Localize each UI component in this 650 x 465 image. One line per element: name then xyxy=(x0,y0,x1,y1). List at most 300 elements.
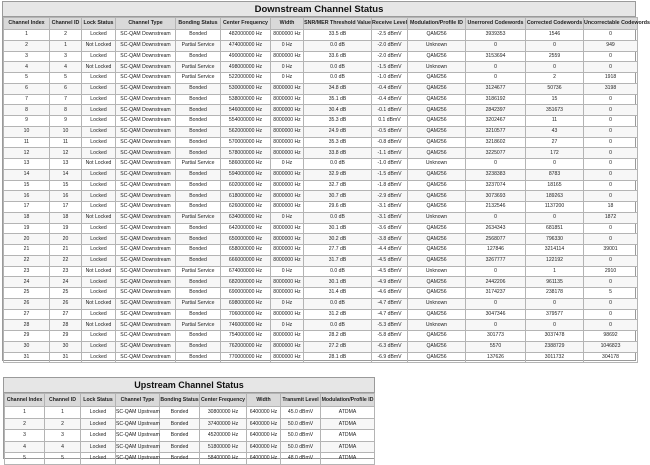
table-cell: 5 xyxy=(4,73,50,84)
table-cell: 634000000 Hz xyxy=(221,212,271,223)
table-cell: 58400000 Hz xyxy=(200,453,247,465)
table-cell: -4.6 dBmV xyxy=(372,288,408,299)
table-cell: 2442206 xyxy=(466,277,526,288)
table-cell: 172 xyxy=(526,148,584,159)
table-cell: SC-QAM Downstream xyxy=(116,94,176,105)
table-cell: -3.1 dBmV xyxy=(372,202,408,213)
table-cell: SC-QAM Downstream xyxy=(116,320,176,331)
table-cell: Bonded xyxy=(176,116,221,127)
table-cell: 21 xyxy=(50,245,82,256)
table-cell: 5 xyxy=(50,73,82,84)
table-cell: 30.1 dB xyxy=(304,223,372,234)
table-cell: -5.8 dBmV xyxy=(372,331,408,342)
table-cell: 0 xyxy=(466,62,526,73)
table-cell: Unknown xyxy=(408,62,466,73)
table-cell: Bonded xyxy=(160,430,200,442)
table-cell: Partial Service xyxy=(176,212,221,223)
table-cell: SC-QAM Downstream xyxy=(116,223,176,234)
table-cell: 35.3 dB xyxy=(304,116,372,127)
table-cell: SC-QAM Downstream xyxy=(116,202,176,213)
upstream-column-header: Transmit Level xyxy=(281,394,321,407)
table-row xyxy=(4,277,638,288)
table-cell: Locked xyxy=(82,116,116,127)
table-cell: 14 xyxy=(4,169,50,180)
table-cell: Unknown xyxy=(408,298,466,309)
table-cell: 3037478 xyxy=(526,331,584,342)
table-cell: Locked xyxy=(82,255,116,266)
table-cell: 379577 xyxy=(526,309,584,320)
table-cell: 3 xyxy=(45,430,81,442)
table-row xyxy=(5,430,375,442)
table-cell: 25 xyxy=(4,288,50,299)
table-cell: 1872 xyxy=(584,212,638,223)
table-cell: Locked xyxy=(81,407,116,419)
table-cell: 674000000 Hz xyxy=(221,266,271,277)
table-cell: -2.0 dBmV xyxy=(372,40,408,51)
table-cell: Locked xyxy=(82,180,116,191)
table-cell: 8000000 Hz xyxy=(271,169,304,180)
table-cell: SC-QAM Downstream xyxy=(116,159,176,170)
table-cell: 1 xyxy=(5,407,45,419)
upstream-column-header: Center Frequency xyxy=(200,394,247,407)
table-cell: Bonded xyxy=(176,234,221,245)
table-cell: -1.0 dBmV xyxy=(372,159,408,170)
table-cell: 570000000 Hz xyxy=(221,137,271,148)
table-cell: 0 xyxy=(526,298,584,309)
table-cell: 28.2 dB xyxy=(304,331,372,342)
table-cell: SC-QAM Downstream xyxy=(116,298,176,309)
table-cell: 0 xyxy=(584,105,638,116)
table-row xyxy=(4,126,638,137)
table-cell: 586000000 Hz xyxy=(221,159,271,170)
table-cell: 0 xyxy=(584,30,638,41)
table-cell: -1.0 dBmV xyxy=(372,73,408,84)
downstream-column-header: Modulation/Profile ID xyxy=(408,18,466,30)
table-cell: SC-QAM Downstream xyxy=(116,331,176,342)
table-row xyxy=(4,341,638,352)
table-cell: 2 xyxy=(5,418,45,430)
downstream-column-header: Channel ID xyxy=(50,18,82,30)
table-cell: 30.7 dB xyxy=(304,191,372,202)
table-cell: SC-QAM Downstream xyxy=(116,30,176,41)
table-cell: Not Locked xyxy=(82,320,116,331)
table-cell: 0 Hz xyxy=(271,73,304,84)
downstream-header-row xyxy=(4,18,638,30)
table-cell: 0.0 dB xyxy=(304,320,372,331)
table-cell: SC-QAM Downstream xyxy=(116,266,176,277)
table-cell: 189263 xyxy=(526,191,584,202)
table-cell: 30 xyxy=(50,341,82,352)
table-cell: 0.0 dB xyxy=(304,212,372,223)
table-cell: QAM256 xyxy=(408,255,466,266)
table-cell: 0 xyxy=(466,266,526,277)
table-cell: 35.1 dB xyxy=(304,94,372,105)
table-cell: 698000000 Hz xyxy=(221,298,271,309)
table-cell: Bonded xyxy=(176,309,221,320)
table-cell: -4.7 dBmV xyxy=(372,309,408,320)
table-cell: 690000000 Hz xyxy=(221,288,271,299)
table-cell: 1046823 xyxy=(584,341,638,352)
table-cell: 8000000 Hz xyxy=(271,148,304,159)
table-cell: 29.6 dB xyxy=(304,202,372,213)
upstream-column-header: Channel Index xyxy=(5,394,45,407)
table-cell: 127846 xyxy=(466,245,526,256)
table-cell: -0.4 dBmV xyxy=(372,94,408,105)
table-cell: 11 xyxy=(50,137,82,148)
table-cell: 11 xyxy=(4,137,50,148)
upstream-table-body xyxy=(5,407,375,465)
table-cell: 2559 xyxy=(526,51,584,62)
table-row xyxy=(4,148,638,159)
downstream-column-header: Channel Index xyxy=(4,18,50,30)
table-cell: Bonded xyxy=(176,288,221,299)
table-cell: 0 xyxy=(584,234,638,245)
table-cell: SC-QAM Downstream xyxy=(116,105,176,116)
table-cell: QAM256 xyxy=(408,105,466,116)
table-row xyxy=(4,298,638,309)
table-row xyxy=(4,212,638,223)
table-cell: Bonded xyxy=(176,105,221,116)
table-cell: 2842397 xyxy=(466,105,526,116)
table-cell: 27.2 dB xyxy=(304,341,372,352)
table-cell: QAM256 xyxy=(408,191,466,202)
table-cell: 0 xyxy=(584,191,638,202)
table-cell: Not Locked xyxy=(82,40,116,51)
table-cell: Bonded xyxy=(160,407,200,419)
table-cell: 12 xyxy=(50,148,82,159)
table-cell: 522000000 Hz xyxy=(221,73,271,84)
table-cell: 474000000 Hz xyxy=(221,40,271,51)
table-cell: Unknown xyxy=(408,212,466,223)
table-cell: 0 Hz xyxy=(271,320,304,331)
upstream-column-header: Modulation/Profile ID xyxy=(321,394,375,407)
table-cell: 8000000 Hz xyxy=(271,331,304,342)
table-cell: -6.9 dBmV xyxy=(372,352,408,363)
table-cell: -4.9 dBmV xyxy=(372,277,408,288)
table-cell: 0 Hz xyxy=(271,266,304,277)
table-cell: Partial Service xyxy=(176,73,221,84)
table-cell: Locked xyxy=(82,105,116,116)
table-cell: 538000000 Hz xyxy=(221,94,271,105)
downstream-column-header: Receive Level xyxy=(372,18,408,30)
table-cell: Locked xyxy=(82,30,116,41)
downstream-channel-panel xyxy=(2,1,650,361)
table-cell: Bonded xyxy=(176,341,221,352)
table-cell: 8783 xyxy=(526,169,584,180)
table-cell: 8000000 Hz xyxy=(271,126,304,137)
table-cell: 8000000 Hz xyxy=(271,30,304,41)
table-cell: 490000000 Hz xyxy=(221,51,271,62)
table-cell: Bonded xyxy=(176,277,221,288)
table-cell: Bonded xyxy=(176,126,221,137)
table-cell: 3214114 xyxy=(526,245,584,256)
table-cell: 0 xyxy=(584,223,638,234)
table-cell: 30800000 Hz xyxy=(200,407,247,419)
table-cell: SC-QAM Downstream xyxy=(116,116,176,127)
downstream-column-header: Corrected Codewords xyxy=(526,18,584,30)
table-cell: 666000000 Hz xyxy=(221,255,271,266)
table-cell: SC-QAM Downstream xyxy=(116,234,176,245)
table-cell: 0 xyxy=(526,320,584,331)
table-row xyxy=(4,169,638,180)
table-cell: 24.9 dB xyxy=(304,126,372,137)
upstream-column-header: Bonding Status xyxy=(160,394,200,407)
table-cell: 39001 xyxy=(584,245,638,256)
table-cell: -0.4 dBmV xyxy=(372,83,408,94)
table-cell: ATDMA xyxy=(321,407,375,419)
table-cell: QAM256 xyxy=(408,309,466,320)
table-cell: 6400000 Hz xyxy=(247,441,281,453)
table-cell: QAM256 xyxy=(408,288,466,299)
table-cell: Locked xyxy=(81,430,116,442)
table-cell: Bonded xyxy=(176,148,221,159)
table-row xyxy=(4,245,638,256)
table-cell: QAM256 xyxy=(408,83,466,94)
table-cell: SC-QAM Downstream xyxy=(116,62,176,73)
table-cell: 22 xyxy=(50,255,82,266)
table-cell: Unknown xyxy=(408,159,466,170)
table-cell: 1137200 xyxy=(526,202,584,213)
table-cell: 14 xyxy=(50,169,82,180)
table-cell: 23 xyxy=(4,266,50,277)
table-cell: Locked xyxy=(82,169,116,180)
table-cell: 0 xyxy=(526,159,584,170)
table-cell: QAM256 xyxy=(408,331,466,342)
table-cell: 682000000 Hz xyxy=(221,277,271,288)
table-cell: 28 xyxy=(4,320,50,331)
table-cell: 0 xyxy=(584,169,638,180)
table-cell: 0 xyxy=(584,51,638,62)
table-cell: 3 xyxy=(50,51,82,62)
table-cell: 658000000 Hz xyxy=(221,245,271,256)
table-row xyxy=(4,255,638,266)
table-cell: 0 xyxy=(466,73,526,84)
table-cell: 0 xyxy=(584,148,638,159)
table-cell: 304178 xyxy=(584,352,638,363)
table-cell: SC-QAM Downstream xyxy=(116,148,176,159)
table-cell: 6 xyxy=(50,83,82,94)
table-cell: 0 xyxy=(466,320,526,331)
table-cell: 51800000 Hz xyxy=(200,441,247,453)
upstream-table xyxy=(4,393,375,465)
upstream-column-header: Width xyxy=(247,394,281,407)
table-cell: 37400000 Hz xyxy=(200,418,247,430)
table-cell: 2 xyxy=(45,418,81,430)
table-cell: Locked xyxy=(82,148,116,159)
table-cell: 20 xyxy=(4,234,50,245)
table-cell: 949 xyxy=(584,40,638,51)
table-cell: 8000000 Hz xyxy=(271,137,304,148)
table-cell: -2.9 dBmV xyxy=(372,191,408,202)
table-cell: QAM256 xyxy=(408,73,466,84)
table-cell: 43 xyxy=(526,126,584,137)
table-cell: 15 xyxy=(50,180,82,191)
table-cell: 3174237 xyxy=(466,288,526,299)
table-cell: SC-QAM Downstream xyxy=(116,288,176,299)
table-cell: ATDMA xyxy=(321,418,375,430)
table-cell: 0 xyxy=(584,94,638,105)
table-cell: 4 xyxy=(5,441,45,453)
table-cell: 796330 xyxy=(526,234,584,245)
table-cell: 0 xyxy=(584,298,638,309)
table-cell: 6400000 Hz xyxy=(247,418,281,430)
table-cell: 29 xyxy=(4,331,50,342)
table-cell: -3.1 dBmV xyxy=(372,212,408,223)
table-row xyxy=(4,234,638,245)
table-cell: 0 Hz xyxy=(271,40,304,51)
table-row xyxy=(4,309,638,320)
table-cell: 32.9 dB xyxy=(304,169,372,180)
table-cell: 7 xyxy=(4,94,50,105)
table-cell: -2.0 dBmV xyxy=(372,51,408,62)
table-cell: SC-QAM Upstream xyxy=(116,418,160,430)
table-cell: 31.7 dB xyxy=(304,255,372,266)
table-cell: Partial Service xyxy=(176,298,221,309)
table-cell: 3011732 xyxy=(526,352,584,363)
table-cell: 0 Hz xyxy=(271,62,304,73)
table-cell: 706000000 Hz xyxy=(221,309,271,320)
table-cell: 24 xyxy=(50,277,82,288)
table-cell: 6 xyxy=(4,83,50,94)
table-cell: 2 xyxy=(50,30,82,41)
table-cell: 137626 xyxy=(466,352,526,363)
table-cell: Locked xyxy=(82,94,116,105)
table-cell: 0.0 dB xyxy=(304,298,372,309)
table-cell: 8000000 Hz xyxy=(271,191,304,202)
table-cell: 29 xyxy=(50,331,82,342)
table-cell: SC-QAM Downstream xyxy=(116,352,176,363)
table-cell: 19 xyxy=(4,223,50,234)
table-cell: 0 xyxy=(466,40,526,51)
table-cell: Bonded xyxy=(176,51,221,62)
table-cell: 28 xyxy=(50,320,82,331)
table-cell: Locked xyxy=(82,202,116,213)
table-cell: Bonded xyxy=(176,202,221,213)
table-cell: 27 xyxy=(526,137,584,148)
table-cell: 30.1 dB xyxy=(304,277,372,288)
table-cell: -0.1 dBmV xyxy=(372,105,408,116)
table-cell: 0.0 dB xyxy=(304,40,372,51)
table-cell: 594000000 Hz xyxy=(221,169,271,180)
table-cell: 642000000 Hz xyxy=(221,223,271,234)
table-cell: 3 xyxy=(5,430,45,442)
table-cell: 8000000 Hz xyxy=(271,180,304,191)
table-cell: Bonded xyxy=(176,191,221,202)
table-cell: Locked xyxy=(82,137,116,148)
table-cell: 0 xyxy=(466,159,526,170)
table-cell: Bonded xyxy=(176,30,221,41)
table-cell: Locked xyxy=(82,331,116,342)
table-cell: Locked xyxy=(82,126,116,137)
table-cell: Locked xyxy=(82,223,116,234)
table-cell: QAM256 xyxy=(408,51,466,62)
table-cell: 8000000 Hz xyxy=(271,288,304,299)
downstream-column-header: Unerrored Codewords xyxy=(466,18,526,30)
table-cell: 8000000 Hz xyxy=(271,245,304,256)
table-cell: 34.8 dB xyxy=(304,83,372,94)
table-cell: 50.0 dBmV xyxy=(281,430,321,442)
table-cell: 681851 xyxy=(526,223,584,234)
table-cell: Locked xyxy=(82,277,116,288)
table-cell: -0.8 dBmV xyxy=(372,137,408,148)
table-cell: 6400000 Hz xyxy=(247,407,281,419)
table-cell: SC-QAM Downstream xyxy=(116,309,176,320)
table-cell: 554000000 Hz xyxy=(221,116,271,127)
downstream-column-header: Lock Status xyxy=(82,18,116,30)
table-cell: 18165 xyxy=(526,180,584,191)
table-cell: QAM256 xyxy=(408,169,466,180)
table-cell: 8000000 Hz xyxy=(271,223,304,234)
table-cell: 8000000 Hz xyxy=(271,341,304,352)
table-cell: Not Locked xyxy=(82,62,116,73)
table-cell: 8000000 Hz xyxy=(271,309,304,320)
table-cell: QAM256 xyxy=(408,352,466,363)
table-cell: Bonded xyxy=(176,94,221,105)
table-cell: Bonded xyxy=(160,418,200,430)
table-cell: Bonded xyxy=(176,137,221,148)
table-cell: 8000000 Hz xyxy=(271,234,304,245)
table-cell: 10 xyxy=(4,126,50,137)
table-row xyxy=(4,51,638,62)
table-cell: 3237074 xyxy=(466,180,526,191)
table-cell: SC-QAM Downstream xyxy=(116,169,176,180)
table-cell: 0 xyxy=(584,255,638,266)
table-cell: 3124677 xyxy=(466,83,526,94)
table-cell: 28.1 dB xyxy=(304,352,372,363)
table-cell: 1 xyxy=(45,407,81,419)
table-cell: 32.7 dB xyxy=(304,180,372,191)
downstream-title: Downstream Channel Status xyxy=(3,2,635,17)
table-cell: 602000000 Hz xyxy=(221,180,271,191)
table-row xyxy=(4,83,638,94)
table-cell: 3198 xyxy=(584,83,638,94)
table-cell: Partial Service xyxy=(176,159,221,170)
table-cell: 23 xyxy=(50,266,82,277)
table-cell: 15 xyxy=(526,94,584,105)
table-cell: QAM256 xyxy=(408,126,466,137)
table-cell: QAM256 xyxy=(408,137,466,148)
table-cell: -3.6 dBmV xyxy=(372,223,408,234)
table-cell: Not Locked xyxy=(82,266,116,277)
table-cell: 1 xyxy=(4,30,50,41)
table-cell: 650000000 Hz xyxy=(221,234,271,245)
table-cell: 578000000 Hz xyxy=(221,148,271,159)
table-row xyxy=(4,288,638,299)
table-cell: 8000000 Hz xyxy=(271,352,304,363)
table-cell: 17 xyxy=(4,202,50,213)
table-cell: 31 xyxy=(50,352,82,363)
table-cell: SC-QAM Downstream xyxy=(116,245,176,256)
upstream-column-header: Channel ID xyxy=(45,394,81,407)
table-cell: Locked xyxy=(82,51,116,62)
table-cell: ATDMA xyxy=(321,430,375,442)
table-cell: -4.5 dBmV xyxy=(372,266,408,277)
table-cell: Locked xyxy=(82,288,116,299)
table-cell: 482000000 Hz xyxy=(221,30,271,41)
table-cell: 0 xyxy=(584,159,638,170)
table-cell: -2.5 dBmV xyxy=(372,30,408,41)
table-cell: Partial Service xyxy=(176,40,221,51)
table-cell: SC-QAM Downstream xyxy=(116,255,176,266)
table-cell: 8000000 Hz xyxy=(271,255,304,266)
table-cell: Bonded xyxy=(160,441,200,453)
table-cell: QAM256 xyxy=(408,148,466,159)
table-cell: 16 xyxy=(4,191,50,202)
table-cell: 30 xyxy=(4,341,50,352)
table-row xyxy=(5,407,375,419)
table-row xyxy=(4,352,638,363)
table-cell: 31 xyxy=(4,352,50,363)
